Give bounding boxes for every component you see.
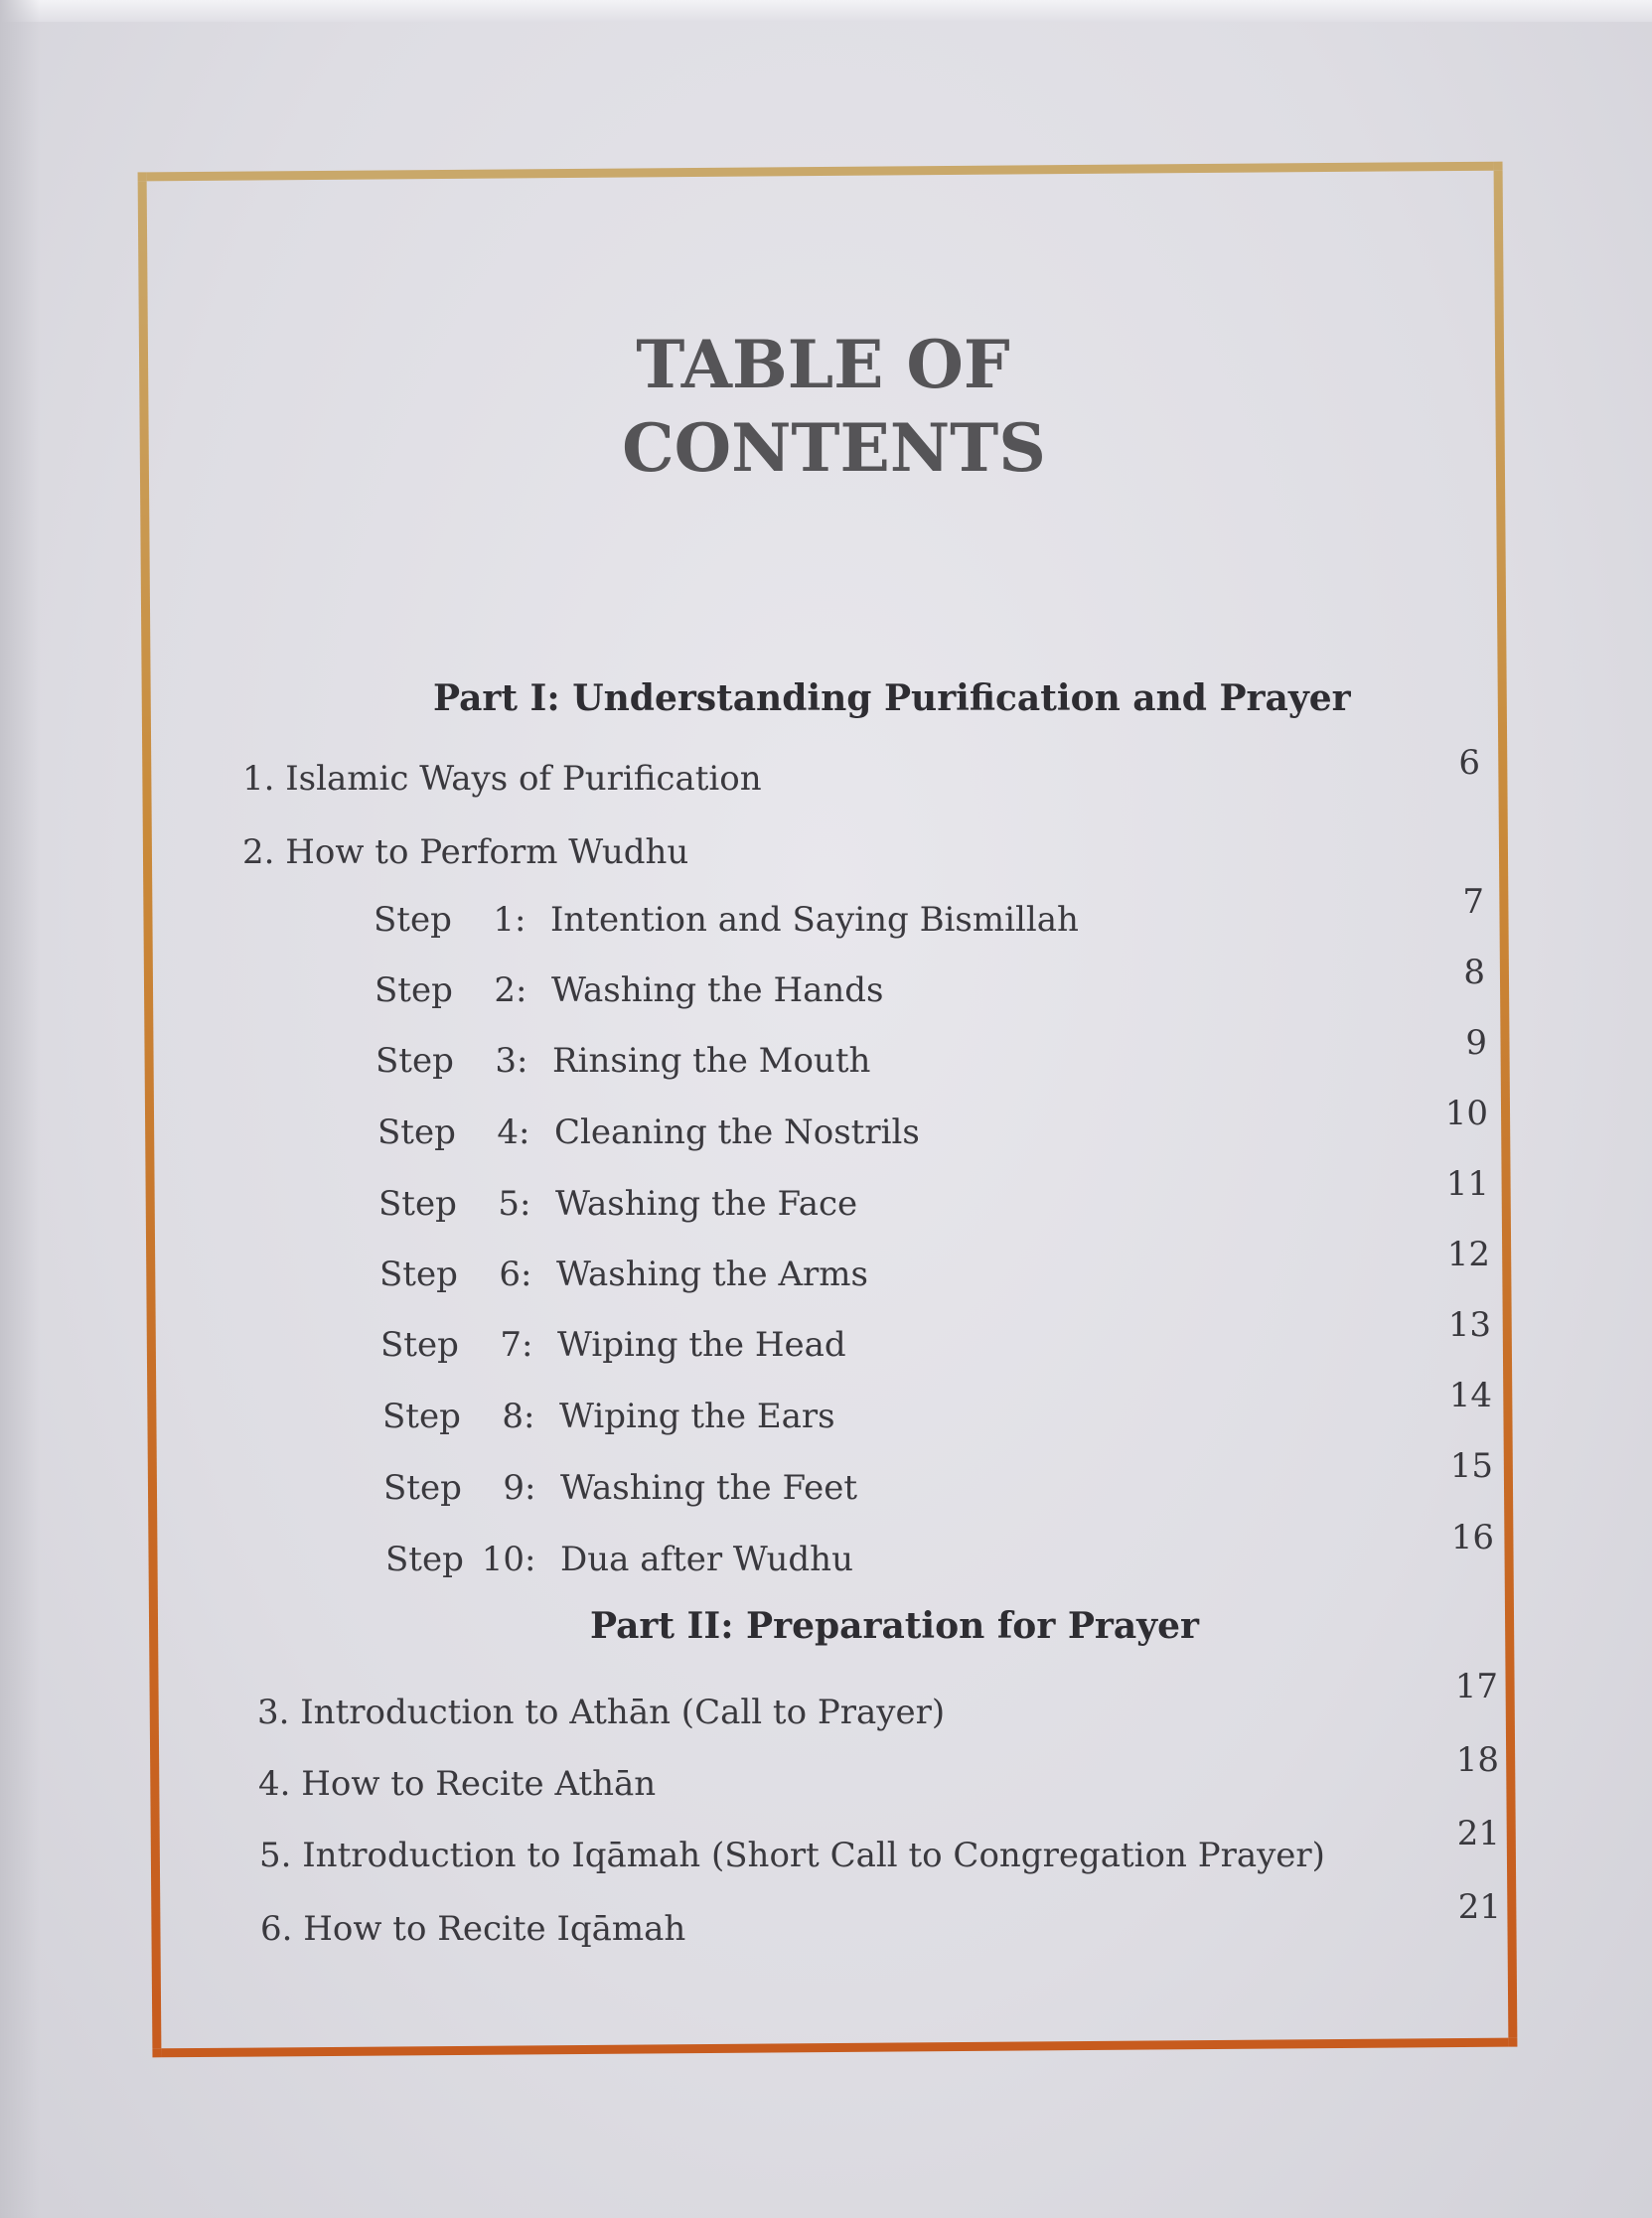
- toc-entry-step-1: [374, 900, 1079, 940]
- step-label: Washing the Face: [555, 1184, 858, 1224]
- step-colon: :: [516, 970, 527, 1010]
- step-label: Dua after Wudhu: [560, 1540, 853, 1579]
- page-number-step-4: 10: [1444, 1094, 1488, 1133]
- part-2-heading: Part II: Preparation for Prayer: [590, 1605, 1199, 1647]
- step-colon: :: [520, 1184, 531, 1224]
- toc-entry-step-2: [375, 970, 883, 1010]
- step-number: 6: [499, 1255, 521, 1294]
- step-number: 9: [503, 1468, 525, 1508]
- toc-entry-step-3: [375, 1041, 870, 1081]
- page-number-chapter-6: 21: [1457, 1887, 1501, 1927]
- toc-entry-chapter-5: 5. Introduction to Iqāmah (Short Call to Congregation Prayer): [259, 1836, 1325, 1875]
- step-number: 10: [481, 1540, 525, 1579]
- step-number: 1: [493, 900, 515, 940]
- step-word: Step: [380, 1325, 459, 1365]
- step-number: 2: [494, 970, 516, 1010]
- step-number: 7: [500, 1325, 522, 1365]
- toc-entry-step-7: [380, 1325, 846, 1365]
- step-word: Step: [377, 1112, 456, 1152]
- page-number-step-7: 13: [1447, 1305, 1491, 1345]
- page-title-line-2: CONTENTS: [622, 409, 1046, 487]
- toc-entry-step-5: [378, 1184, 857, 1224]
- page-number-step-1: 7: [1462, 882, 1484, 922]
- step-number: 4: [497, 1112, 519, 1152]
- page-number-step-6: 12: [1446, 1235, 1490, 1274]
- step-label: Washing the Arms: [556, 1255, 868, 1294]
- step-colon: :: [519, 1112, 530, 1152]
- page-number-chapter-3: 17: [1454, 1667, 1498, 1706]
- step-label: Intention and Saying Bismillah: [550, 900, 1079, 940]
- step-word: Step: [375, 970, 453, 1010]
- step-word: Step: [378, 1184, 457, 1224]
- step-colon: :: [522, 1325, 533, 1365]
- step-label: Cleaning the Nostrils: [554, 1112, 920, 1152]
- step-word: Step: [383, 1468, 462, 1508]
- step-label: Wiping the Ears: [559, 1397, 835, 1436]
- page-number-step-2: 8: [1463, 953, 1485, 992]
- step-label: Rinsing the Mouth: [552, 1041, 871, 1081]
- step-colon: :: [521, 1255, 532, 1294]
- step-colon: :: [517, 1041, 528, 1081]
- step-word: Step: [379, 1255, 458, 1294]
- step-colon: :: [515, 900, 526, 940]
- step-word: Step: [382, 1397, 461, 1436]
- toc-entry-chapter-2: 2. How to Perform Wudhu: [242, 832, 689, 872]
- toc-entry-step-6: [379, 1255, 868, 1294]
- page-top-edge: [0, 0, 1652, 22]
- toc-entry-chapter-4: 4. How to Recite Athān: [258, 1764, 657, 1804]
- part-1-heading: Part I: Understanding Purification and Prayer: [433, 677, 1351, 719]
- step-colon: :: [525, 1468, 536, 1508]
- step-number: 8: [502, 1397, 524, 1436]
- step-word: Step: [375, 1041, 454, 1081]
- toc-entry-step-4: [377, 1112, 920, 1152]
- page-number-chapter-5: 21: [1456, 1814, 1500, 1853]
- toc-entry-chapter-6: 6. How to Recite Iqāmah: [260, 1909, 686, 1949]
- step-label: Washing the Feet: [560, 1468, 858, 1508]
- toc-entry-chapter-3: 3. Introduction to Athān (Call to Prayer): [257, 1693, 946, 1732]
- page-number-step-5: 11: [1445, 1164, 1489, 1204]
- step-colon: :: [524, 1397, 535, 1436]
- step-label: Wiping the Head: [557, 1325, 846, 1365]
- step-word: Step: [374, 900, 452, 940]
- page-number-step-9: 15: [1449, 1446, 1493, 1486]
- toc-entry-step-9: [383, 1468, 857, 1508]
- page-number-chapter-1: 6: [1458, 743, 1480, 783]
- step-word: Step: [385, 1540, 464, 1579]
- step-colon: :: [525, 1540, 536, 1579]
- toc-entry-step-8: [382, 1397, 835, 1436]
- page-title-line-1: TABLE OF: [636, 326, 1010, 403]
- page-number-step-3: 9: [1465, 1023, 1487, 1063]
- page-number-chapter-4: 18: [1455, 1740, 1499, 1780]
- toc-entry-step-10: [385, 1540, 853, 1579]
- step-number: 3: [495, 1041, 517, 1081]
- page-number-step-10: 16: [1450, 1518, 1494, 1557]
- toc-entry-chapter-1: 1. Islamic Ways of Purification: [242, 759, 762, 799]
- page-number-step-8: 14: [1448, 1376, 1492, 1415]
- step-label: Washing the Hands: [551, 970, 884, 1010]
- step-number: 5: [498, 1184, 520, 1224]
